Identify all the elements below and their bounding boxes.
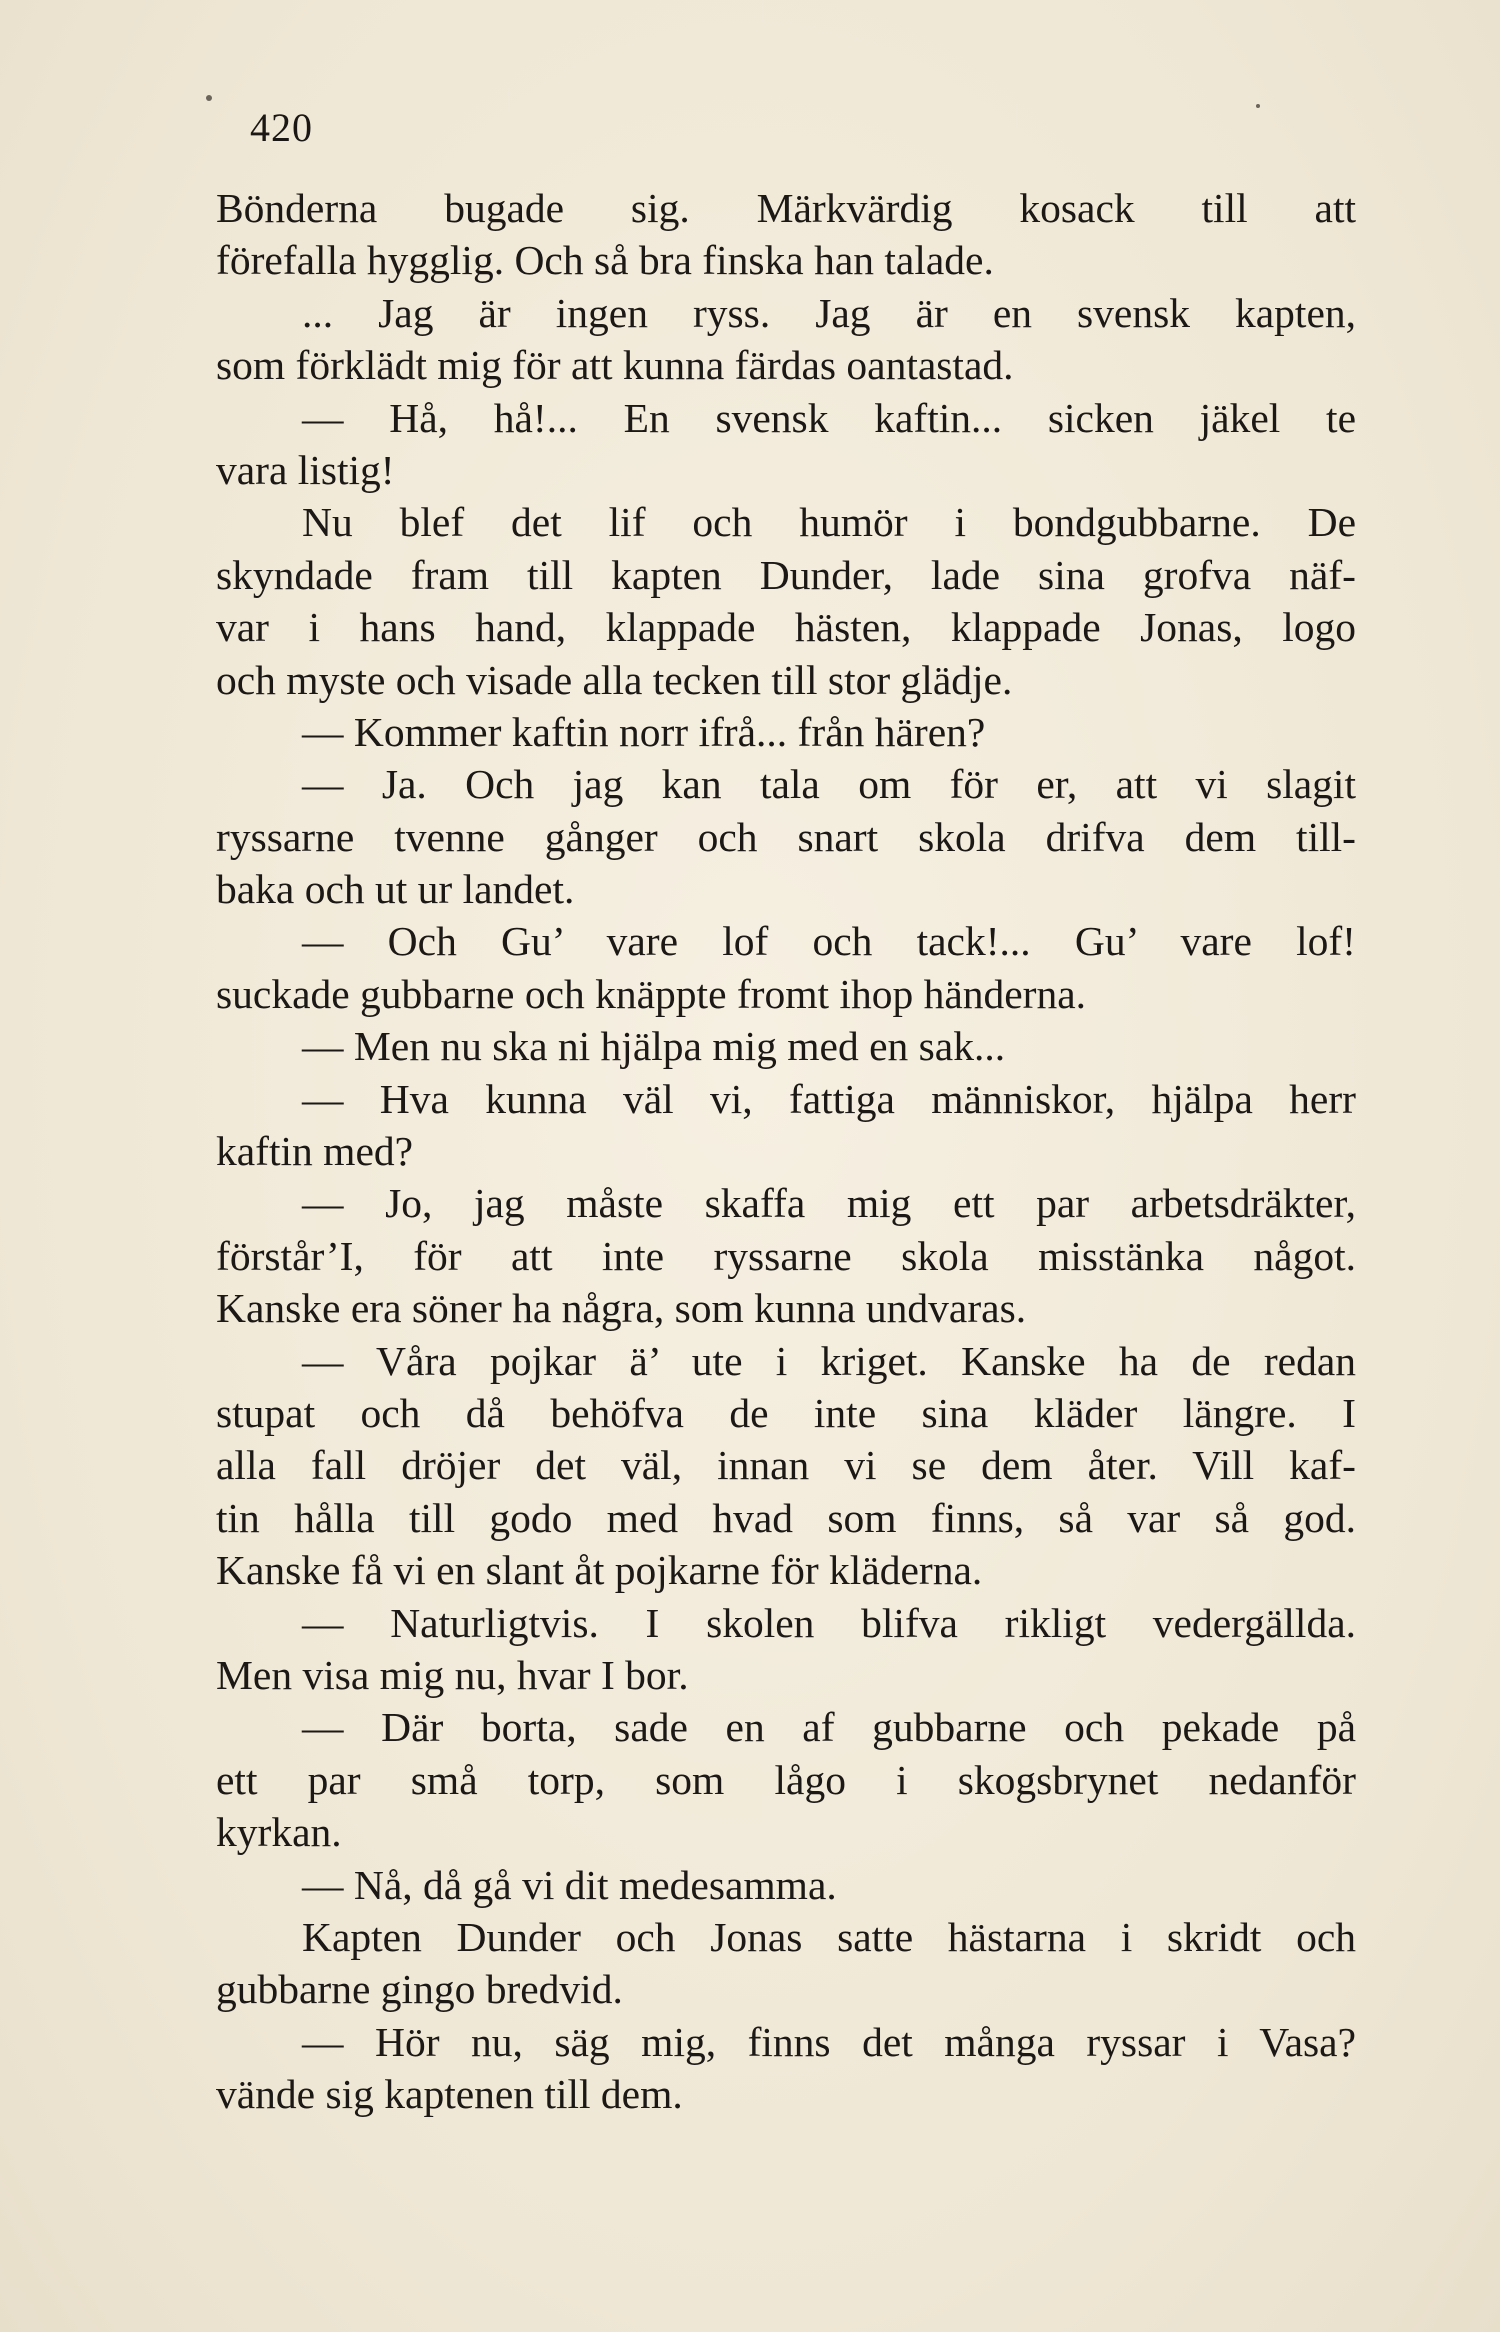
text-line: suckade gubbarne och knäppte fromt ihop händerna. [216, 970, 1087, 1017]
text-line: — Jo, jag måste skaffa mig ett par arbetsdräkter, [302, 1180, 1356, 1227]
text-line: som förklädt mig för att kunna färdas oantastad. [216, 342, 1014, 389]
text-line: — Där borta, sade en af gubbarne och pekade på [302, 1704, 1356, 1751]
print-speck [206, 95, 212, 101]
text-line: Kapten Dunder och Jonas satte hästarna i skridt och [302, 1913, 1356, 1960]
text-line: ett par små torp, som lågo i skogsbrynet nedanför [216, 1756, 1356, 1803]
text-line: Bönderna bugade sig. Märkvärdig kosack till att [216, 185, 1356, 231]
text-line: skyndade fram till kapten Dunder, lade sina grofva näf- [216, 551, 1356, 598]
body-text [216, 182, 1356, 2120]
text-line: Nu blef det lif och humör i bondgubbarne. De [302, 499, 1356, 546]
text-line: kaftin med? [216, 1128, 414, 1175]
text-line: kyrkan. [216, 1809, 342, 1856]
page-number: 420 [250, 105, 313, 150]
text-line: gubbarne gingo bredvid. [216, 1966, 623, 2013]
text-line: tin hålla till godo med hvad som finns, så var så god. [216, 1494, 1356, 1541]
text-line: Kanske få vi en slant åt pojkarne för kläderna. [216, 1547, 983, 1594]
text-line: var i hans hand, klappade hästen, klappade Jonas, logo [216, 604, 1356, 651]
text-line: Kanske era söner ha några, som kunna undvaras. [216, 1285, 1027, 1332]
text-line: ... Jag är ingen ryss. Jag är en svensk kapten, [302, 289, 1356, 336]
text-line: och myste och visade alla tecken till stor glädje. [216, 656, 1013, 703]
text-line: — Kommer kaftin norr ifrå... från hären? [302, 708, 986, 755]
text-line: vände sig kaptenen till dem. [216, 2071, 683, 2118]
text-line: — Naturligtvis. I skolen blifva rikligt vedergällda. [302, 1599, 1356, 1646]
text-line: — Nå, då gå vi dit medesamma. [302, 1861, 837, 1908]
text-line: — Hå, hå!... En svensk kaftin... sicken jäkel te [302, 394, 1356, 441]
text-line: alla fall dröjer det väl, innan vi se dem åter. Vill kaf- [216, 1442, 1356, 1489]
print-speck [1256, 104, 1260, 108]
text-line: — Men nu ska ni hjälpa mig med en sak... [302, 1023, 1006, 1070]
text-line: vara listig! [216, 446, 395, 493]
text-line: förstår’I, för att inte ryssarne skola misstänka något. [216, 1232, 1356, 1279]
text-line: — Ja. Och jag kan tala om för er, att vi slagit [302, 761, 1356, 808]
text-line: — Våra pojkar ä’ ute i kriget. Kanske ha de redan [302, 1337, 1356, 1384]
text-line: Men visa mig nu, hvar I bor. [216, 1651, 689, 1698]
text-line: — Och Gu’ vare lof och tack!... Gu’ vare lof! [302, 918, 1356, 965]
text-line: förefalla hygglig. Och så bra finska han talade. [216, 237, 994, 284]
text-line: stupat och då behöfva de inte sina kläder längre. I [216, 1389, 1356, 1436]
text-line: — Hva kunna väl vi, fattiga människor, hjälpa herr [302, 1075, 1356, 1122]
text-line: — Hör nu, säg mig, finns det många ryssar i Vasa? [302, 2018, 1356, 2065]
text-line: ryssarne tvenne gånger och snart skola drifva dem till- [216, 813, 1356, 860]
text-line: baka och ut ur landet. [216, 866, 575, 913]
